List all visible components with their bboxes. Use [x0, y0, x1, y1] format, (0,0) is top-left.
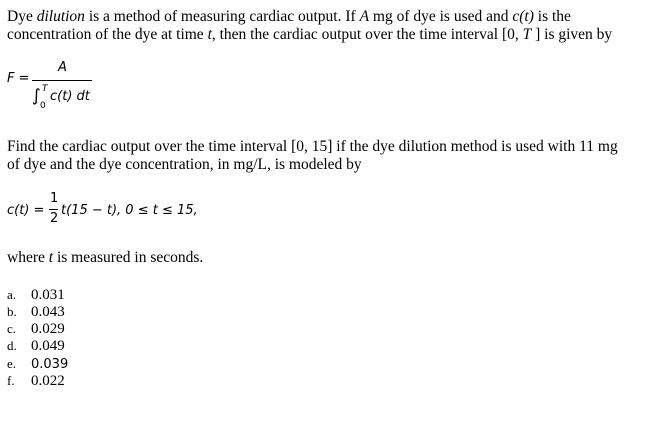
- formula-lhs: F =: [7, 71, 30, 86]
- integral-upper-limit: T: [42, 84, 48, 94]
- option-c[interactable]: [7, 320, 65, 338]
- option-letter: f.: [7, 373, 15, 388]
- intro-text: concentration of the dye at time: [7, 26, 208, 43]
- where-var-t: t: [48, 249, 54, 266]
- option-f[interactable]: [7, 372, 65, 390]
- question-line-2: of dye and the dye concentration, in mg/L, is modeled by: [7, 156, 362, 173]
- fraction-denominator: 2: [50, 211, 59, 226]
- intro-text: mg of dye is used and: [369, 8, 513, 25]
- option-value: 0.029: [31, 321, 65, 337]
- intro-text: is a method of measuring cardiac output. If: [84, 8, 360, 25]
- integral-lower-limit: 0: [40, 101, 46, 111]
- fraction-numerator: 1: [50, 191, 59, 206]
- intro-var-T: T: [522, 26, 532, 43]
- option-value: 0.039: [31, 357, 69, 372]
- option-value: 0.031: [31, 287, 65, 303]
- option-b[interactable]: [7, 303, 65, 321]
- option-value: 0.049: [31, 338, 65, 354]
- where-text: where: [7, 249, 49, 266]
- option-letter: d.: [7, 338, 17, 353]
- option-value: 0.022: [31, 373, 65, 389]
- intro-var-ct: c(t): [512, 8, 534, 25]
- where-text: is measured in seconds.: [53, 249, 204, 266]
- intro-text: , then the cardiac output over the time interval [0,: [211, 26, 523, 43]
- option-letter: c.: [7, 321, 17, 336]
- intro-var-A: A: [359, 8, 370, 25]
- intro-text: Dye: [7, 8, 37, 25]
- intro-line-1: [7, 8, 571, 26]
- intro-text: ] is given by: [531, 26, 613, 43]
- intro-term-dilution: dilution: [36, 8, 85, 25]
- option-a[interactable]: [7, 286, 65, 304]
- option-letter: e.: [7, 356, 17, 371]
- option-d[interactable]: [7, 337, 65, 355]
- concentration-lhs: c(t) =: [7, 203, 45, 218]
- intro-var-t: t: [207, 26, 212, 43]
- where-line: [7, 249, 203, 267]
- concentration-rhs: t(15 − t), 0 ≤ t ≤ 15,: [61, 203, 198, 218]
- fraction-bar: [32, 80, 92, 81]
- option-letter: b.: [7, 304, 17, 319]
- intro-text: is the: [533, 8, 571, 25]
- fraction-bar: [49, 209, 58, 210]
- option-value: 0.043: [31, 304, 65, 320]
- integral-sign: ∫: [32, 86, 41, 106]
- integrand: c(t) dt: [50, 89, 90, 104]
- formula-numerator: A: [58, 60, 67, 75]
- intro-line-2: [7, 26, 612, 44]
- question-line-1: Find the cardiac output over the time interval [0, 15] if the dye dilution method is used with 11 mg: [7, 138, 618, 155]
- option-letter: a.: [7, 287, 17, 302]
